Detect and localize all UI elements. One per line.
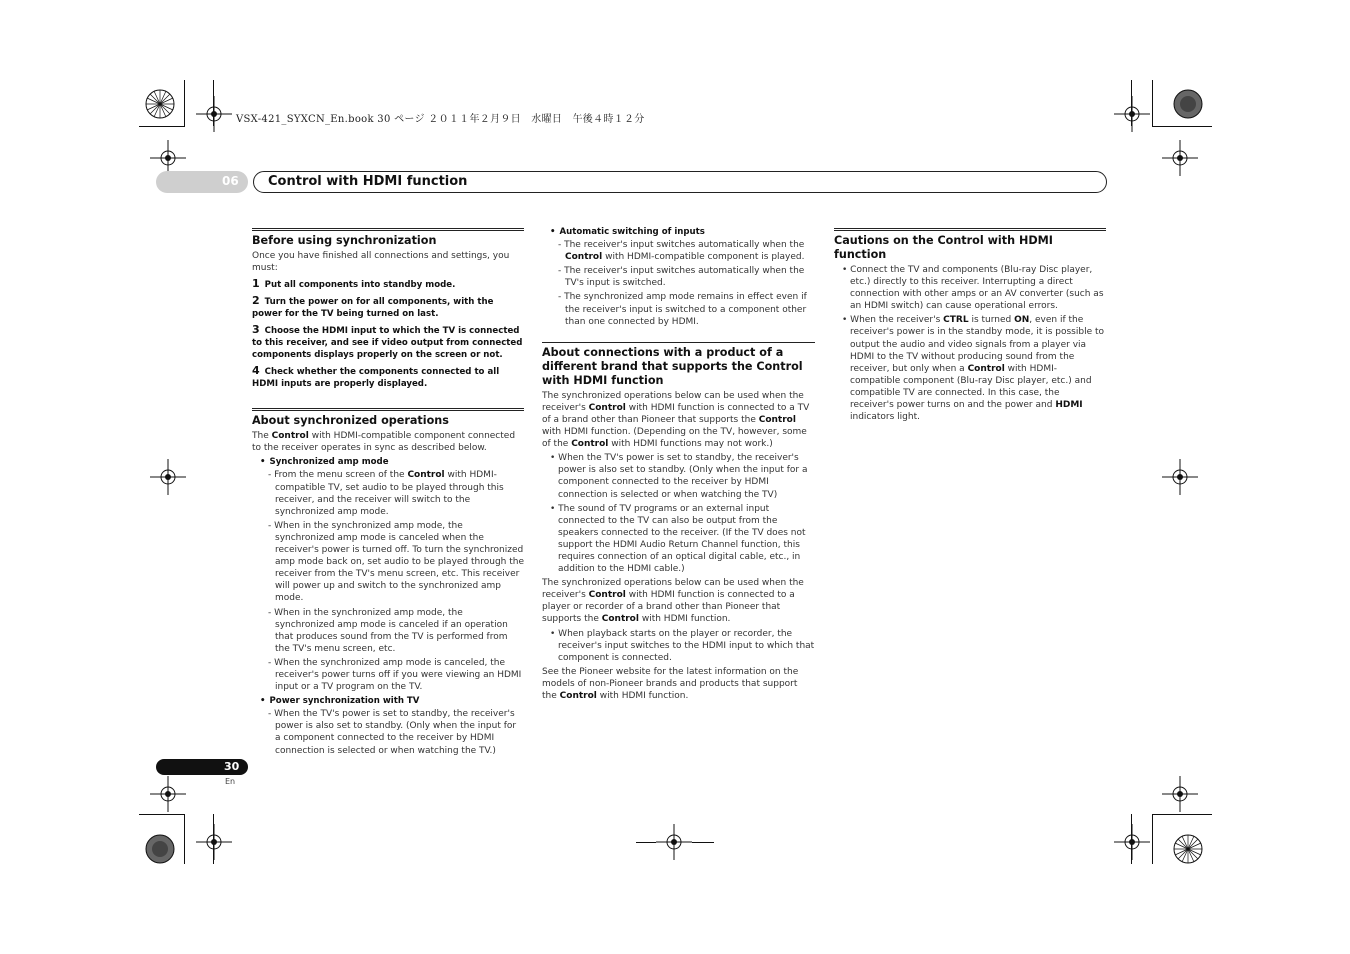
step-number: 1 (252, 277, 260, 291)
crosshair-target-icon (1114, 824, 1150, 860)
crop-line (184, 814, 185, 864)
step-text: Choose the HDMI input to which the TV is connected to this receiver, and see if video output from connected components displays properly on the screen or not. (252, 326, 523, 361)
step-text: Check whether the components connected to all HDMI inputs are properly displayed. (252, 367, 500, 390)
dash-item: - When in the synchronized amp mode, the synchronized amp mode is canceled when the receiver's power is turned off. To turn the synchronized amp mode back on, set audio to be played through the receiver from the TV's menu screen, etc. This receiver will power up and switch to the synchronized amp mode. (268, 520, 525, 604)
section-heading: Before using synchronization (252, 234, 437, 247)
list-item: • When the receiver's CTRL is turned ON, even if the receiver's power is in the standby mode, it is possible to output the audio and video signals from a player via HDMI to the TV without producing sound from the receiver, but only when a Control with HDMI-compatible component (Blu-ray Disc player, etc.) and compatible TV are connected. In this case, the receiver's power turns on and the power and HDMI indicators light. (842, 315, 1105, 423)
chapter-title: Control with HDMI function (268, 174, 468, 189)
section-rule (252, 228, 524, 231)
crosshair-target-icon (196, 96, 232, 132)
crop-line (1152, 80, 1153, 126)
bullet-heading: • Synchronized amp mode (260, 456, 524, 468)
step-text: Turn the power on for all components, with the power for the TV being turned on last. (252, 297, 494, 320)
crop-line (692, 842, 714, 843)
crop-line (1152, 126, 1212, 127)
section-rule (252, 408, 524, 411)
section-heading: About connections with a product of a different brand that supports the Control with HDMI function (542, 345, 803, 387)
step-number: 2 (252, 294, 260, 308)
dash-item: - From the menu screen of the Control with HDMI-compatible TV, set audio to be played through this receiver, and the receiver will switch to the synchronized amp mode. (268, 470, 504, 517)
registration-halftone-icon (1173, 89, 1203, 119)
dash-item: - The receiver's input switches automatically when the TV's input is switched. (558, 266, 805, 289)
column-right (834, 228, 1106, 425)
step-item (252, 278, 524, 291)
list-item: • When the TV's power is set to standby, the receiver's power is also set to standby. (Only when the input for a component connected to the receiver by HDMI connection is selected or when watching the TV) (550, 453, 808, 500)
crop-line (139, 814, 185, 815)
crosshair-target-icon (150, 459, 186, 495)
crop-line (636, 842, 656, 843)
list-item: • The sound of TV programs or an external input connected to the TV can also be output from the speakers connected to the receiver. (If the TV does not support the HDMI Audio Return Channel function, this requires connection of an optical digital cable, etc., in addition to the HDMI cable.) (550, 503, 806, 575)
dash-item: - The synchronized amp mode remains in effect even if the receiver's input is switched to a component other than one connected by HDMI. (558, 292, 807, 327)
section-heading: Cautions on the Control with HDMI function (834, 234, 1053, 261)
section-rule (542, 342, 815, 343)
section-rule (834, 228, 1106, 231)
crosshair-target-icon (1114, 96, 1150, 132)
paragraph: The Control with HDMI-compatible component connected to the receiver operates in sync as described below. (252, 431, 516, 454)
step-item (252, 295, 524, 320)
step-item (252, 324, 524, 361)
intro-paragraph: Once you have finished all connections and settings, you must: (252, 251, 510, 274)
registration-halftone-icon (145, 834, 175, 864)
step-item (252, 365, 524, 390)
crop-line (139, 126, 185, 127)
crop-line (1152, 814, 1212, 815)
section-heading: About synchronized operations (252, 414, 449, 428)
page-language: En (225, 777, 236, 786)
crosshair-target-icon (656, 824, 692, 860)
crop-line (1152, 814, 1153, 864)
crosshair-target-icon (1162, 140, 1198, 176)
column-middle (542, 224, 815, 704)
crosshair-target-icon (1162, 776, 1198, 812)
list-item: • When playback starts on the player or recorder, the receiver's input switches to the HDMI input to which that component is connected. (550, 628, 815, 663)
dash-item: - When the TV's power is set to standby, the receiver's power is also set to standby. (Only when the input for a component connected to the receiver by HDMI connection is selected or when watching the TV.) (268, 709, 517, 756)
registration-starburst-icon (1173, 834, 1203, 864)
step-number: 4 (252, 364, 260, 378)
step-text: Put all components into standby mode. (264, 280, 456, 291)
registration-starburst-icon (145, 89, 175, 119)
dash-item: - When the synchronized amp mode is canceled, the receiver's power turns off if you were viewing an HDMI input or a TV program on the TV. (268, 657, 522, 693)
bullet-heading: • Automatic switching of inputs (550, 226, 815, 238)
dash-item: - When in the synchronized amp mode, the synchronized amp mode is canceled if an operation that produces sound from the TV is performed from the TV's menu screen, etc. (268, 607, 508, 654)
column-left (252, 228, 524, 759)
paragraph: The synchronized operations below can be used when the receiver's Control with HDMI function is connected to a player or recorder of a brand other than Pioneer that supports the Control with HDMI function. (542, 578, 804, 625)
crosshair-target-icon (150, 776, 186, 812)
chapter-number: 06 (222, 174, 239, 188)
step-number: 3 (252, 323, 260, 337)
dash-item: - The receiver's input switches automatically when the Control with HDMI-compatible component is played. (558, 240, 805, 263)
crosshair-target-icon (196, 824, 232, 860)
page-number: 30 (224, 760, 240, 773)
crop-line (184, 80, 185, 126)
print-info-line: VSX-421_SYXCN_En.book 30 ページ ２０１１年２月９日 水曜日 午後４時１２分 (236, 114, 645, 125)
bullet-heading: • Power synchronization with TV (260, 695, 524, 707)
list-item: • Connect the TV and components (Blu-ray Disc player, etc.) directly to this receiver. Interrupting a direct connection with other amps or an AV converter (such as an HDMI switch) can cause operational errors. (842, 265, 1104, 312)
paragraph: The synchronized operations below can be used when the receiver's Control with HDMI function is connected to a TV of a brand other than Pioneer that supports the Control with HDMI function. (Depending on the TV, however, some of the Control with HDMI functions may not work.) (542, 390, 810, 450)
paragraph: See the Pioneer website for the latest information on the models of non-Pioneer brands and products that support the Control with HDMI function. (542, 666, 799, 701)
crosshair-target-icon (1162, 459, 1198, 495)
